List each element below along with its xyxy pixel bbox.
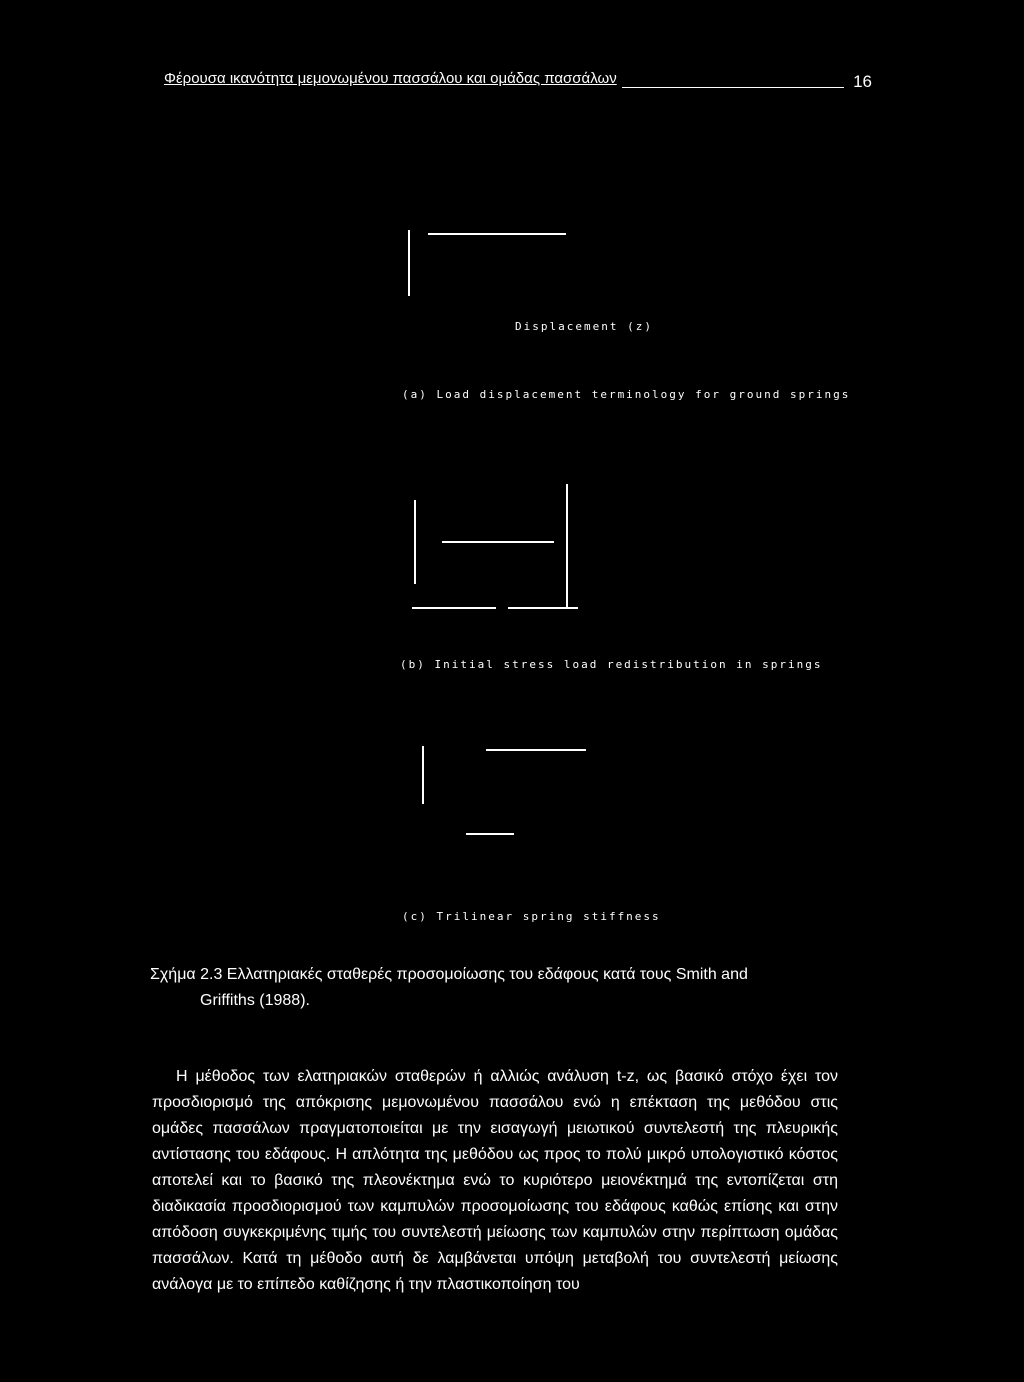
panel-b-right-vertical xyxy=(566,484,568,608)
panel-a-horizontal-line xyxy=(428,233,566,235)
panel-b-left-vertical xyxy=(414,500,416,584)
panel-b-caption: (b) Initial stress load redistribution in springs xyxy=(400,658,823,671)
panel-c-caption: (c) Trilinear spring stiffness xyxy=(402,910,661,923)
panel-c-lower-horizontal xyxy=(466,833,514,835)
panel-b-lower-horizontal-right xyxy=(508,607,578,609)
panel-c-upper-horizontal xyxy=(486,749,586,751)
panel-b-upper-horizontal xyxy=(442,541,554,543)
panel-b-lower-horizontal-left xyxy=(412,607,496,609)
panel-a-vertical-axis xyxy=(408,230,410,296)
figure-caption-text: Σχήμα 2.3 Ελλατηριακές σταθερές προσομοίωσης του εδάφους κατά τους Smith and xyxy=(150,966,748,983)
header-title: Φέρουσα ικανότητα μεμονωμένου πασσάλου και ομάδας πασσάλων xyxy=(164,70,617,87)
figure-caption xyxy=(150,962,840,1014)
figure-caption-line-1 xyxy=(150,962,840,988)
figure-caption-line-2: Griffiths (1988). xyxy=(200,992,310,1009)
page-number: 16 xyxy=(853,72,872,91)
panel-c-vertical-axis xyxy=(422,746,424,804)
panel-a-caption: (a) Load displacement terminology for ground springs xyxy=(402,388,851,401)
panel-a-axis-label: Displacement (z) xyxy=(515,320,653,333)
body-paragraph: Η μέθοδος των ελατηριακών σταθερών ή αλλιώς ανάλυση t-z, ως βασικό στόχο έχει τον προσδιορισμό της απόκρισης μεμονωμένου πασσάλου ενώ η επέκταση της μεθόδου στις ομάδες πασσάλων πραγματοποιείται με την εισαγωγή μειωτικού συντελεστή της πλευρικής αντίστασης του εδάφους. Η απλότητα της μεθόδου ως προς το πολύ μικρό υπολογιστικό κόστος αποτελεί και το βασικό της πλεονέκτημα ενώ το κυριότερο μειονέκτημά της εντοπίζεται στη διαδικασία προσδιορισμού των καμπυλών προσομοίωσης του εδάφους καθώς επίσης και στην απόδοση συγκεκριμένης τιμής του συντελεστή μείωσης των καμπυλών στην περίπτωση ομάδας πασσάλων. Κατά τη μέθοδο αυτή δε λαμβάνεται υπόψη μεταβολή του συντελεστή μείωσης ανάλογα με το επίπεδο καθίζησης ή την πλαστικοποίηση του xyxy=(152,1068,838,1293)
